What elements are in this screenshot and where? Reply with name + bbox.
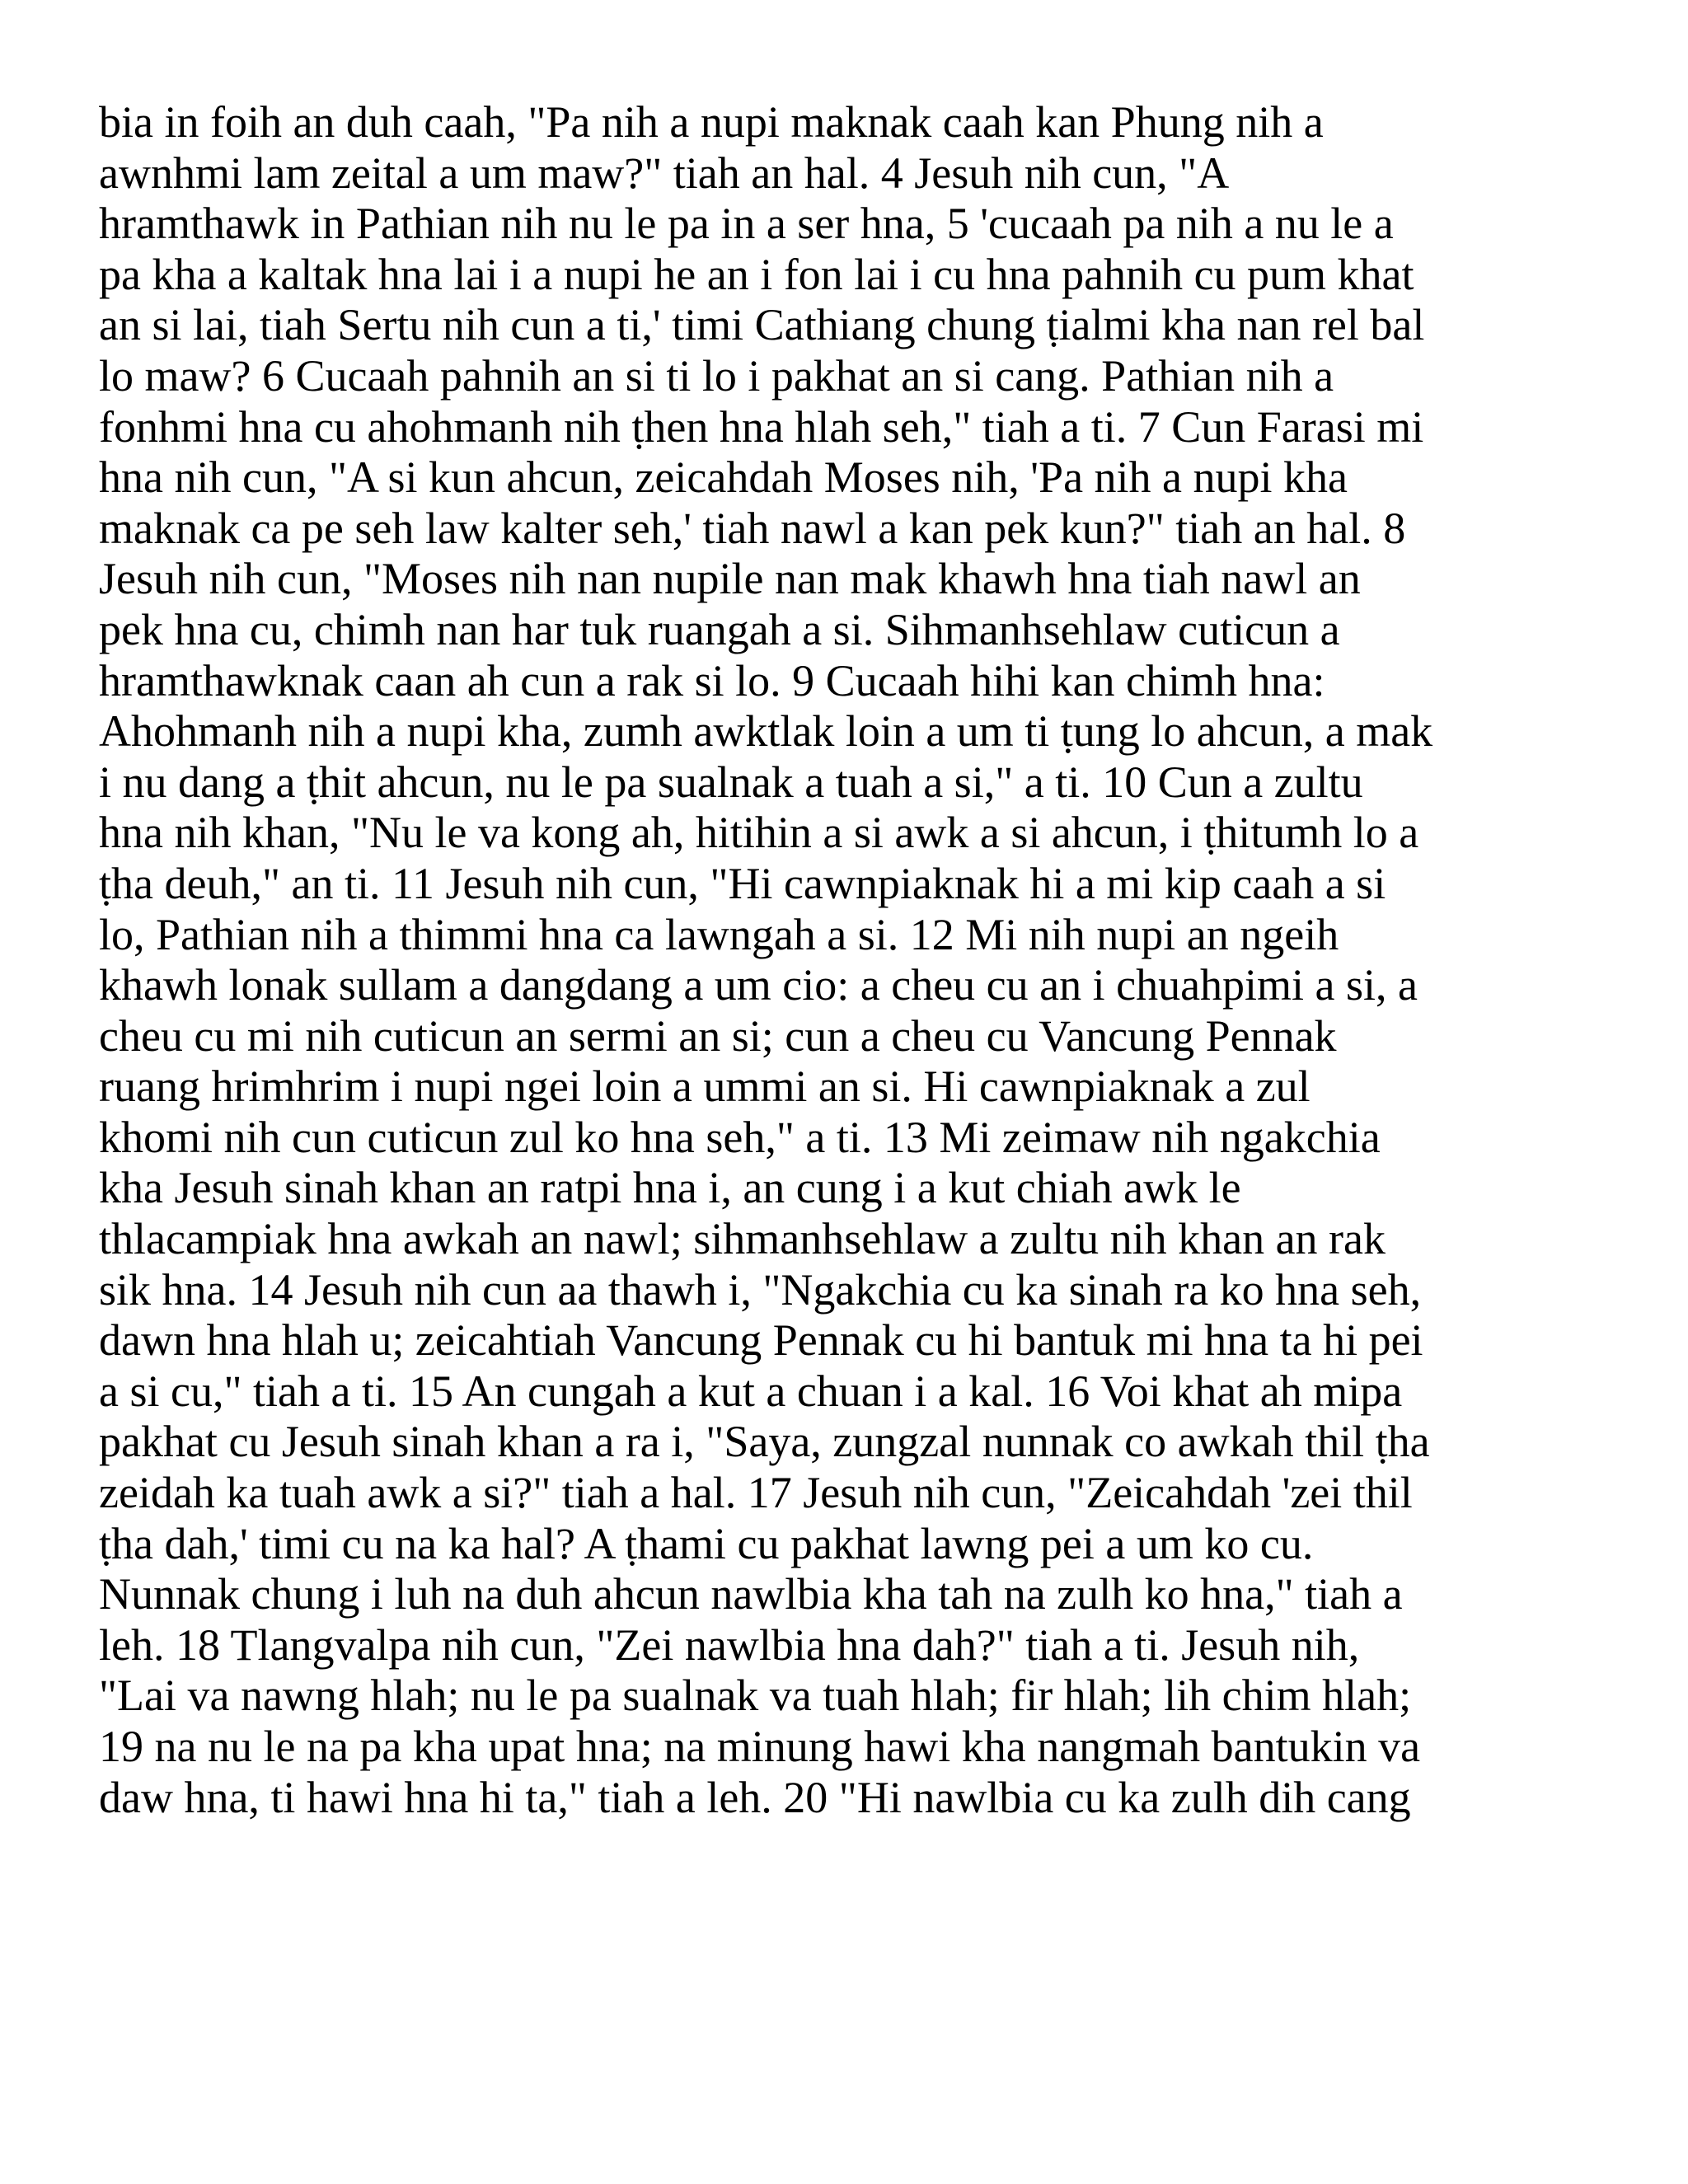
text-line: an si lai, tiah Sertu nih cun a ti,' timi Cathiang chung ṭialmi kha nan rel bal xyxy=(99,300,1425,350)
text-line: khomi nih cun cuticun zul ko hna seh," a ti. 13 Mi zeimaw nih ngakchia xyxy=(99,1112,1381,1162)
text-line: bia in foih an duh caah, "Pa nih a nupi maknak caah kan Phung nih a xyxy=(99,97,1324,147)
text-line: leh. 18 Tlangvalpa nih cun, "Zei nawlbia hna dah?" tiah a ti. Jesuh nih, xyxy=(99,1619,1360,1670)
text-line: cheu cu mi nih cuticun an sermi an si; cun a cheu cu Vancung Pennak xyxy=(99,1010,1337,1061)
text-line: Jesuh nih cun, "Moses nih nan nupile nan mak khawh hna tiah nawl an xyxy=(99,554,1361,604)
text-line: Nunnak chung i luh na duh ahcun nawlbia kha tah na zulh ko hna," tiah a xyxy=(99,1569,1403,1619)
text-line: ṭha deuh," an ti. 11 Jesuh nih cun, "Hi cawnpiaknak hi a mi kip caah a si xyxy=(99,858,1386,908)
text-line: a si cu," tiah a ti. 15 An cungah a kut a chuan i a kal. 16 Voi khat ah mipa xyxy=(99,1366,1403,1416)
text-line: "Lai va nawng hlah; nu le pa sualnak va tuah hlah; fir hlah; lih chim hlah; xyxy=(99,1671,1412,1721)
text-line: daw hna, ti hawi hna hi ta," tiah a leh. 20 "Hi nawlbia cu ka zulh dih cang xyxy=(99,1772,1411,1822)
text-line: awnhmi lam zeital a um maw?" tiah an hal. 4 Jesuh nih cun, "A xyxy=(99,148,1230,198)
text-line: hna nih khan, "Nu le va kong ah, hitihin a si awk a si ahcun, i ṭhitumh lo a xyxy=(99,808,1419,858)
text-line: sik hna. 14 Jesuh nih cun aa thawh i, "Ngakchia cu ka sinah ra ko hna seh, xyxy=(99,1264,1422,1315)
text-line: pa kha a kaltak hna lai i a nupi he an i fon lai i cu hna pahnih cu pum khat xyxy=(99,249,1414,299)
text-line: ṭha dah,' timi cu na ka hal? A ṭhami cu pakhat lawng pei a um ko cu. xyxy=(99,1518,1314,1568)
text-line: thlacampiak hna awkah an nawl; sihmanhsehlaw a zultu nih khan an rak xyxy=(99,1214,1386,1264)
text-line: hramthawknak caan ah cun a rak si lo. 9 Cucaah hihi kan chimh hna: xyxy=(99,655,1325,705)
text-line: pakhat cu Jesuh sinah khan a ra i, "Saya, zungzal nunnak co awkah thil ṭha xyxy=(99,1417,1430,1467)
text-line: maknak ca pe seh law kalter seh,' tiah nawl a kan pek kun?" tiah an hal. 8 xyxy=(99,503,1406,553)
text-line: ruang hrimhrim i nupi ngei loin a ummi an si. Hi cawnpiaknak a zul xyxy=(99,1062,1311,1112)
text-line: kha Jesuh sinah khan an ratpi hna i, an cung i a kut chiah awk le xyxy=(99,1163,1241,1213)
text-line: lo, Pathian nih a thimmi hna ca lawngah a si. 12 Mi nih nupi an ngeih xyxy=(99,909,1339,959)
text-line: 19 na nu le na pa kha upat hna; na minung hawi kha nangmah bantukin va xyxy=(99,1722,1421,1771)
text-line: khawh lonak sullam a dangdang a um cio: a cheu cu an i chuahpimi a si, a xyxy=(99,960,1418,1010)
text-line: hramthawk in Pathian nih nu le pa in a ser hna, 5 'cucaah pa nih a nu le a xyxy=(99,199,1394,249)
text-line: fonhmi hna cu ahohmanh nih ṭhen hna hlah seh," tiah a ti. 7 Cun Farasi mi xyxy=(99,401,1424,452)
text-line: dawn hna hlah u; zeicahtiah Vancung Pennak cu hi bantuk mi hna ta hi pei xyxy=(99,1315,1423,1366)
text-line: i nu dang a ṭhit ahcun, nu le pa sualnak a tuah a si," a ti. 10 Cun a zultu xyxy=(99,757,1363,807)
text-line: hna nih cun, "A si kun ahcun, zeicahdah Moses nih, 'Pa nih a nupi kha xyxy=(99,452,1348,503)
text-line: zeidah ka tuah awk a si?" tiah a hal. 17 Jesuh nih cun, "Zeicahdah 'zei thil xyxy=(99,1468,1413,1518)
text-line: lo maw? 6 Cucaah pahnih an si ti lo i pakhat an si cang. Pathian nih a xyxy=(99,350,1334,401)
text-line: pek hna cu, chimh nan har tuk ruangah a si. Sihmanhsehlaw cuticun a xyxy=(99,604,1340,654)
text-line: Ahohmanh nih a nupi kha, zumh awktlak loin a um ti ṭung lo ahcun, a mak xyxy=(99,706,1433,757)
body-text xyxy=(99,97,1615,1823)
